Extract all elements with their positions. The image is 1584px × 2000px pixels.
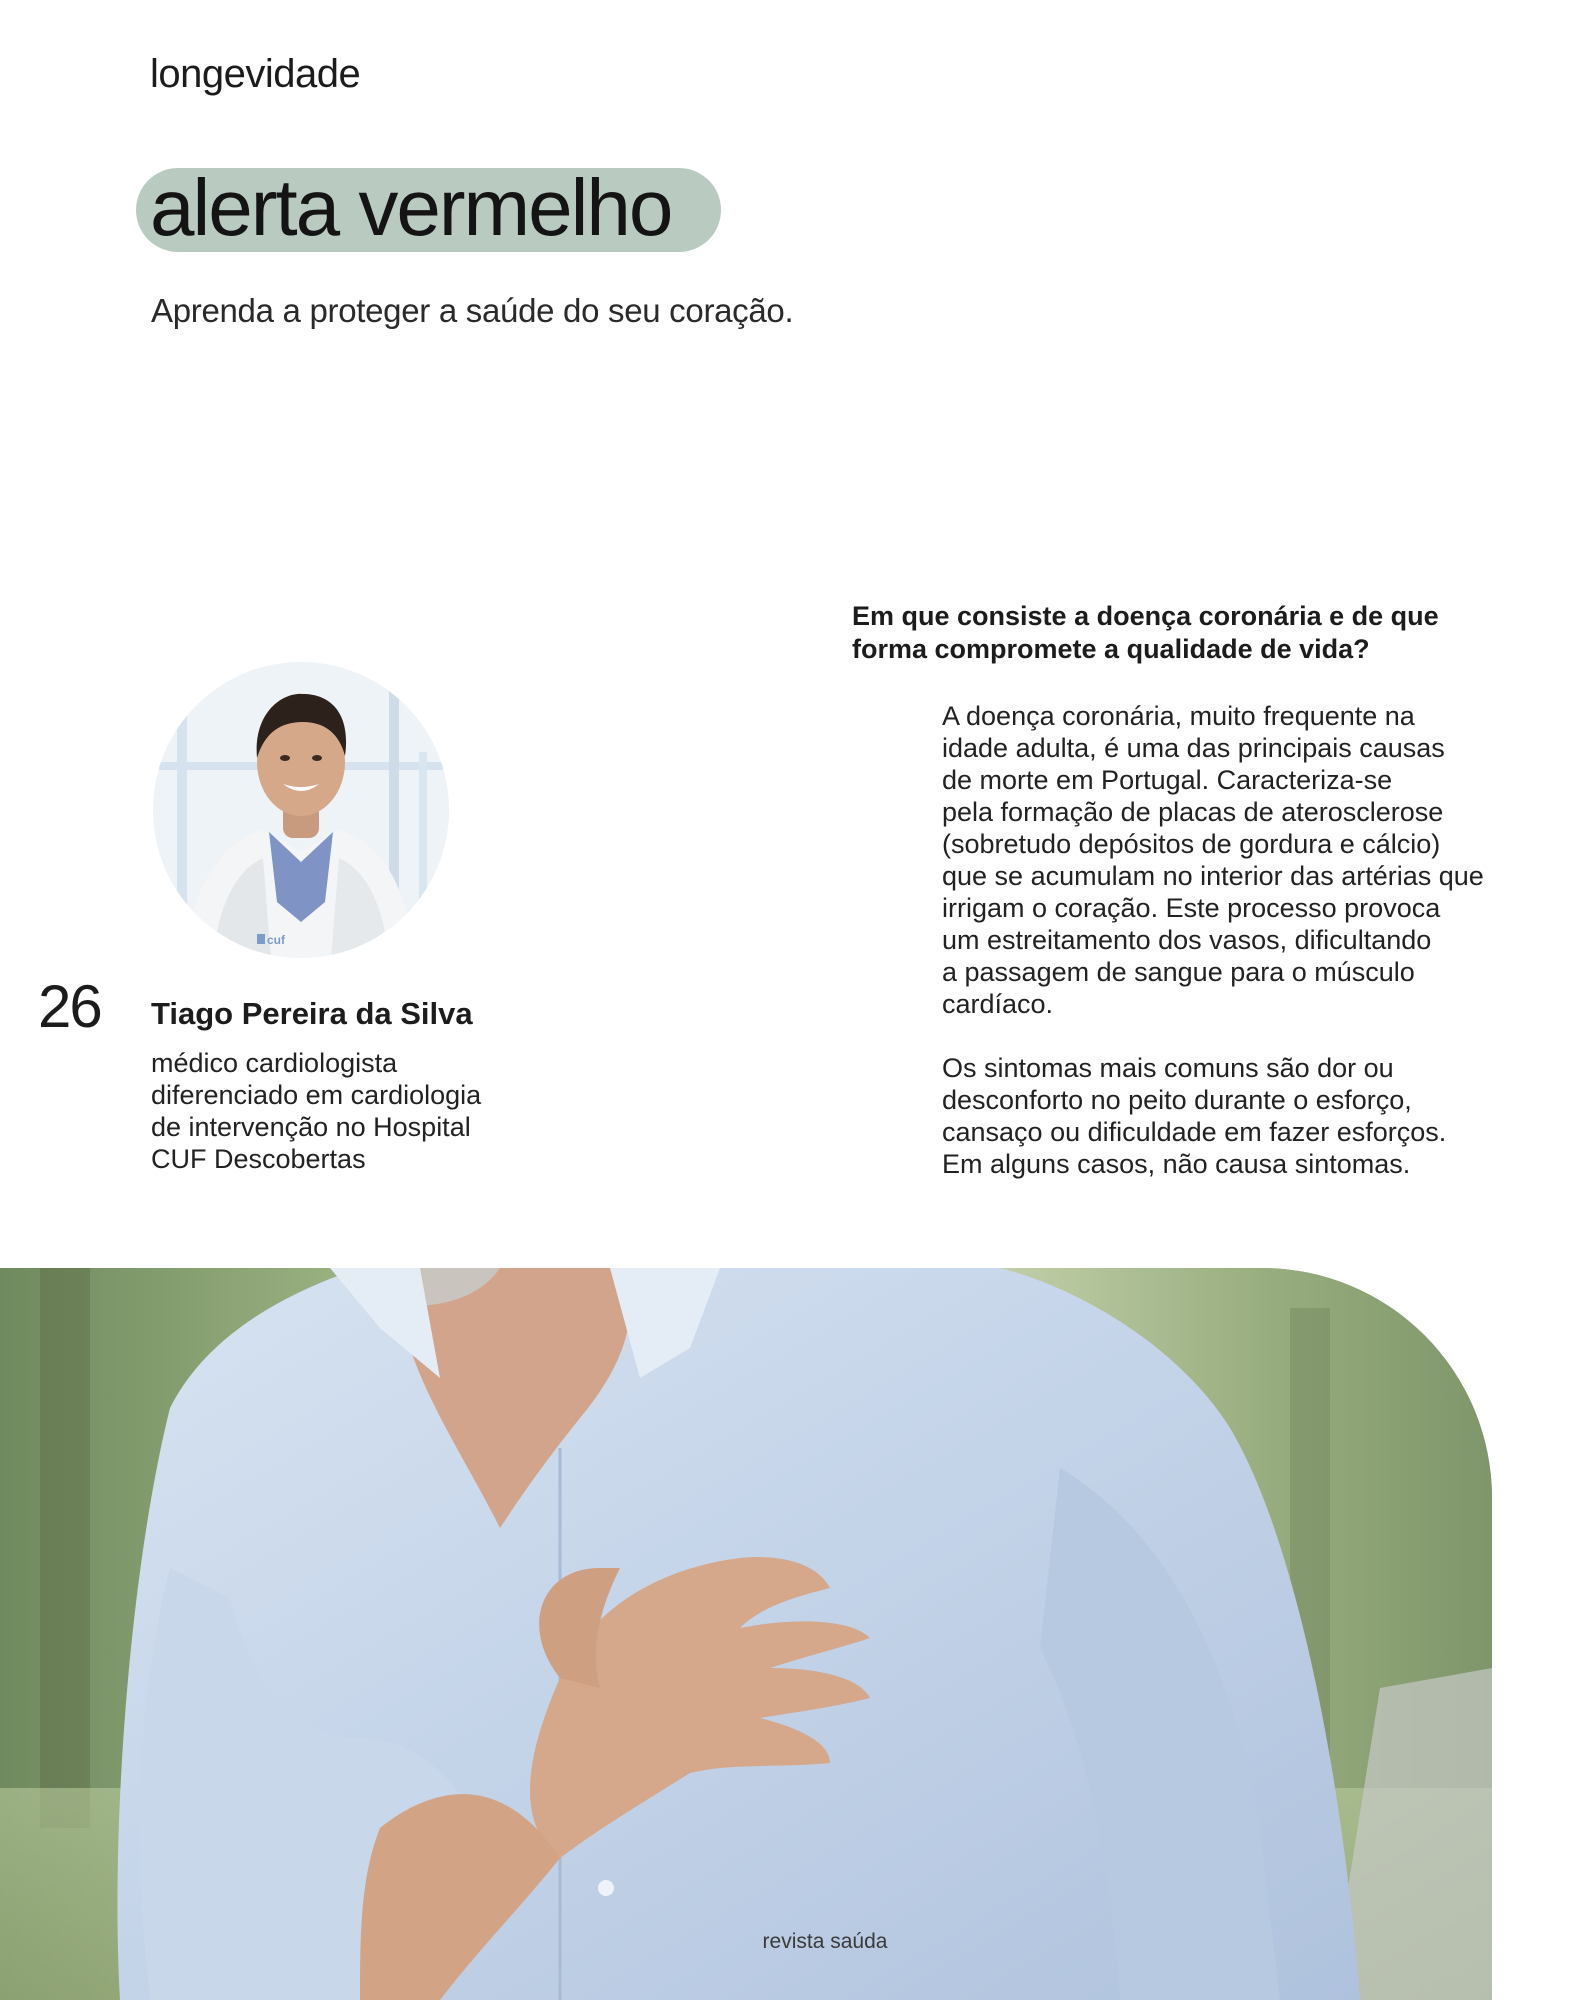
author-role-line: de intervenção no Hospital [151, 1112, 471, 1142]
answer-line: cardíaco. [942, 989, 1054, 1019]
answer-line: que se acumulam no interior das artérias que [942, 861, 1484, 891]
question-line: Em que consiste a doença coronária e de que [852, 601, 1439, 631]
page-title: alerta vermelho [150, 163, 672, 252]
answer-line: pela formação de placas de aterosclerose [942, 797, 1444, 827]
hero-photo [0, 1268, 1492, 2000]
answer-line: idade adulta, é uma das principais causas [942, 733, 1445, 763]
answer-line: (sobretudo depósitos de gordura e cálcio) [942, 829, 1441, 859]
interview-answer [942, 700, 1542, 1212]
answer-line: A doença coronária, muito frequente na [942, 701, 1415, 731]
page-number: 26 [38, 973, 101, 1040]
author-name: Tiago Pereira da Silva [151, 996, 473, 1031]
hero-photo-illustration [0, 1268, 1492, 2000]
answer-line: Em alguns casos, não causa sintomas. [942, 1149, 1411, 1179]
author-role-line: médico cardiologista [151, 1048, 398, 1078]
answer-line: desconforto no peito durante o esforço, [942, 1085, 1412, 1115]
author-role-line: CUF Descobertas [151, 1144, 366, 1174]
interview-question [852, 600, 1472, 666]
section-label: longevidade [150, 52, 361, 96]
answer-paragraph-1 [942, 700, 1542, 1020]
author-role-line: diferenciado em cardiologia [151, 1080, 482, 1110]
page-subtitle: Aprenda a proteger a saúde do seu coração. [151, 292, 794, 329]
magazine-name: revista saúda [762, 1930, 888, 1953]
answer-line: um estreitamento dos vasos, dificultando [942, 925, 1432, 955]
answer-line: cansaço ou dificuldade em fazer esforços. [942, 1117, 1447, 1147]
answer-line: irrigam o coração. Este processo provoca [942, 893, 1441, 923]
author-portrait [153, 662, 449, 958]
answer-paragraph-2 [942, 1052, 1542, 1180]
author-portrait-illustration [153, 662, 449, 958]
answer-line: a passagem de sangue para o músculo [942, 957, 1415, 987]
coat-logo-text: cuf [267, 933, 285, 947]
question-line: forma compromete a qualidade de vida? [852, 634, 1370, 664]
answer-line: Os sintomas mais comuns são dor ou [942, 1053, 1394, 1083]
author-role [151, 1047, 531, 1175]
answer-line: de morte em Portugal. Caracteriza-se [942, 765, 1393, 795]
